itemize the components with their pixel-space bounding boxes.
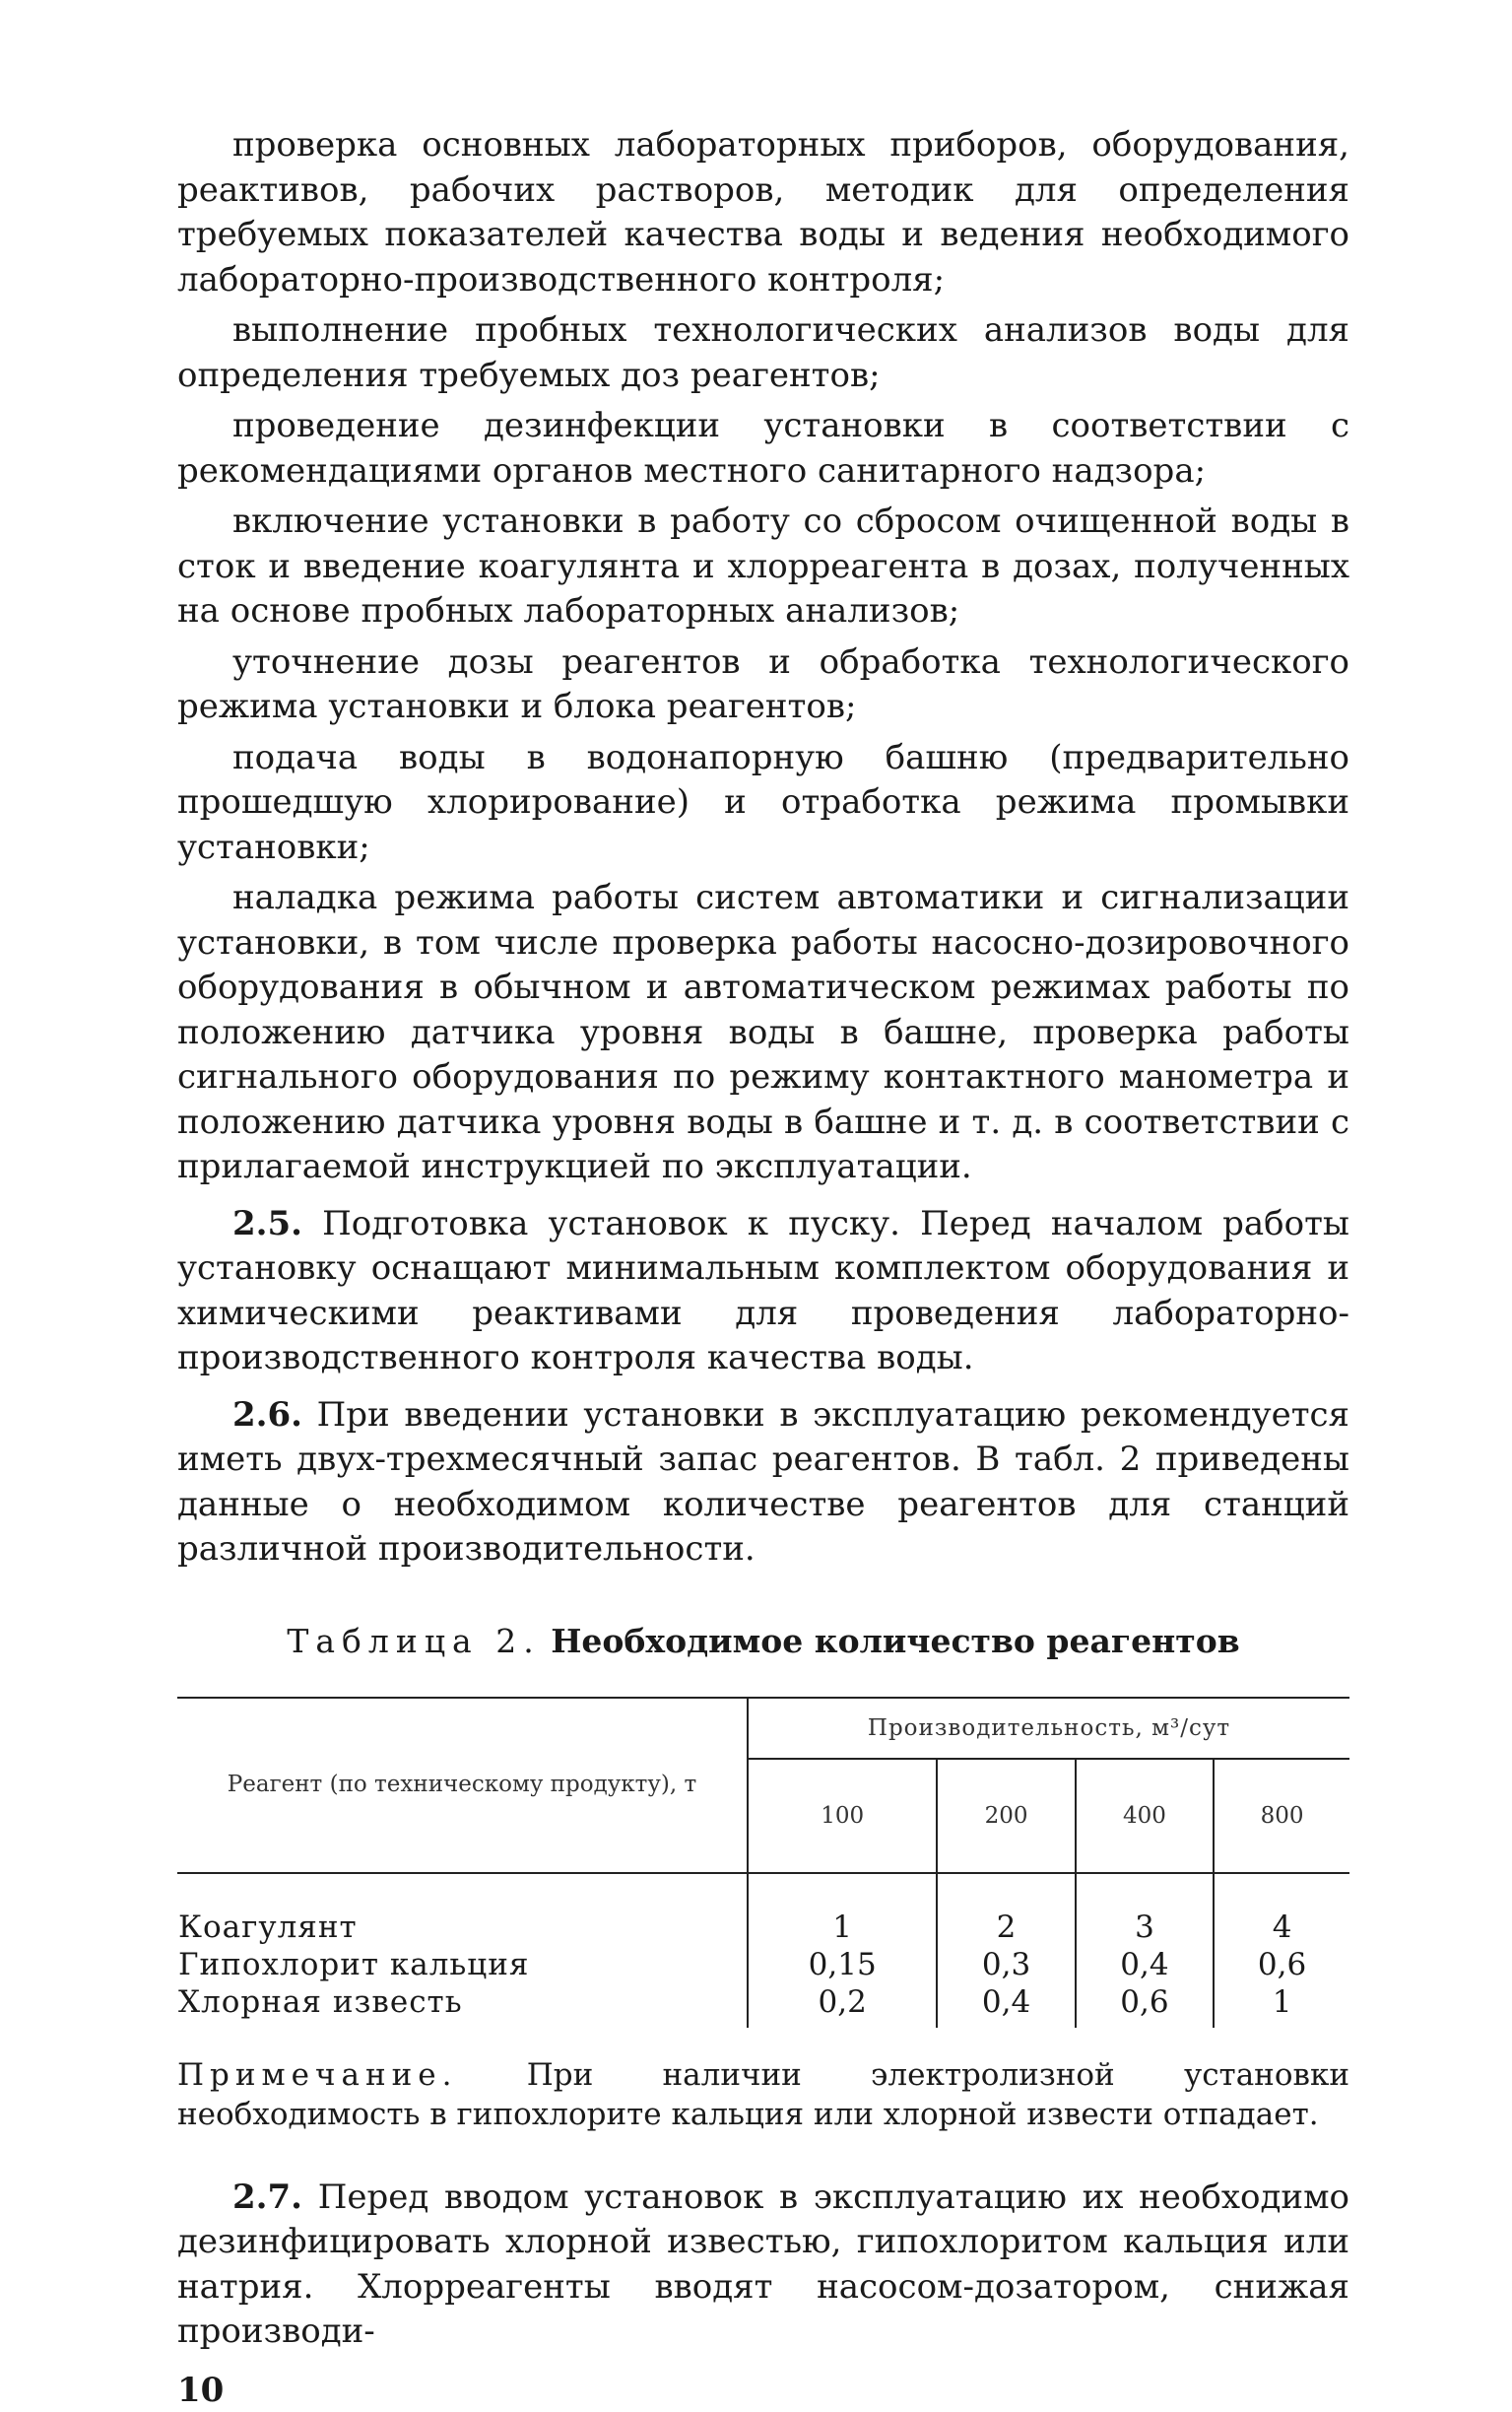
section-number: 2.6. — [232, 1394, 302, 1435]
table-cell: 1 — [1214, 1983, 1349, 2028]
paragraph-startup: включение установки в работу со сбросом очищенной воды в сток и введение коагулянта и хлорреагента в дозах, полученных на основе пробных лабораторных анализов; — [177, 502, 1349, 631]
section-text: Подготовка установок к пуску. Перед началом работы установку оснащают минимальным комплектом оборудования и химическими реактивами для проведения лабораторно-производственного контроля качества воды. — [177, 1203, 1349, 1377]
reagent-name: Коагулянт — [178, 1909, 358, 1945]
header-productivity: Производительность, м³/сут — [748, 1698, 1349, 1759]
reagent-name: Гипохлорит кальция — [178, 1946, 530, 1982]
reagents-table — [177, 1697, 1349, 2028]
table-cell: 0,3 — [937, 1946, 1075, 1983]
table-cell: 0,15 — [748, 1946, 937, 1983]
note-text: При наличии электролизной установки необходимость в гипохлорите кальция или хлорной извести отпадает. — [177, 2056, 1349, 2132]
section-number: 2.7. — [232, 2177, 302, 2217]
section-text: При введении установки в эксплуатацию рекомендуется иметь двух-трехмесячный запас реагентов. В табл. 2 приведены данные о необходимом количестве реагентов для станций различной производительности. — [177, 1394, 1350, 1569]
table-cell: 0,2 — [748, 1983, 937, 2028]
table-cell: 3 — [1076, 1873, 1214, 1946]
table-cell: 4 — [1214, 1873, 1349, 1946]
table-cell: 0,4 — [1076, 1946, 1214, 1983]
table-row — [177, 1873, 1349, 1946]
page-number: 10 — [177, 2370, 225, 2410]
table-note — [177, 2055, 1349, 2134]
document-page — [177, 123, 1349, 2412]
paragraph-disinfection: проведение дезинфекции установки в соответствии с рекомендациями органов местного санитарного надзора; — [177, 406, 1349, 491]
table-cell: 2 — [937, 1873, 1075, 1946]
section-text: Перед вводом установок в эксплуатацию их необходимо дезинфицировать хлорной известью, гипохлоритом кальция или натрия. Хлорреагенты вводят насосом-дозатором, снижая производи- — [177, 2177, 1350, 2351]
table-title: Необходимое количество реагентов — [551, 1621, 1240, 1660]
note-label: Примечание. — [177, 2056, 458, 2093]
table-row — [177, 1946, 1349, 1983]
header-capacity: 200 — [937, 1759, 1075, 1873]
table-row — [177, 1983, 1349, 2028]
paragraph-trial-analyses: выполнение пробных технологических анализов воды для определения требуемых доз реагентов; — [177, 310, 1349, 395]
header-capacity: 400 — [1076, 1759, 1214, 1873]
table-header-row — [177, 1698, 1349, 1759]
table-label: Таблица 2. — [287, 1621, 541, 1660]
table-cell: 0,6 — [1076, 1983, 1214, 2028]
paragraph-water-supply: подача воды в водонапорную башню (предварительно прошедшую хлорирование) и отработка режима промывки установки; — [177, 737, 1349, 867]
paragraph-equipment-check: проверка основных лабораторных приборов, оборудования, реактивов, рабочих растворов, методик для определения требуемых показателей качества воды и ведения необходимого лабораторно-производственного контроля; — [177, 125, 1349, 300]
section-2-7 — [177, 2176, 1349, 2355]
section-2-6 — [177, 1393, 1349, 1573]
header-capacity: 800 — [1214, 1759, 1349, 1873]
table-cell: 0,6 — [1214, 1946, 1349, 1983]
table-cell: 0,4 — [937, 1983, 1075, 2028]
paragraph-automation-setup: наладка режима работы систем автоматики и сигнализации установки, в том числе проверка работы насосно-дозировочного оборудования в обычном и автоматическом режимах работы по положению датчика уровня воды в башне, проверка работы сигнального оборудования по режиму контактного манометра и положению датчика уровня воды в башне и т. д. в соответствии с прилагаемой инструкцией по эксплуатации. — [177, 878, 1349, 1186]
section-2-5 — [177, 1202, 1349, 1381]
section-number: 2.5. — [232, 1203, 302, 1243]
reagent-name: Хлорная известь — [178, 1983, 463, 2020]
paragraph-dose-refinement: уточнение дозы реагентов и обработка технологического режима установки и блока реагентов; — [177, 641, 1349, 726]
table-cell: 1 — [748, 1873, 937, 1946]
header-capacity: 100 — [748, 1759, 937, 1873]
header-reagent: Реагент (по техническому продукту), т — [177, 1698, 748, 1873]
table-caption — [177, 1620, 1349, 1663]
